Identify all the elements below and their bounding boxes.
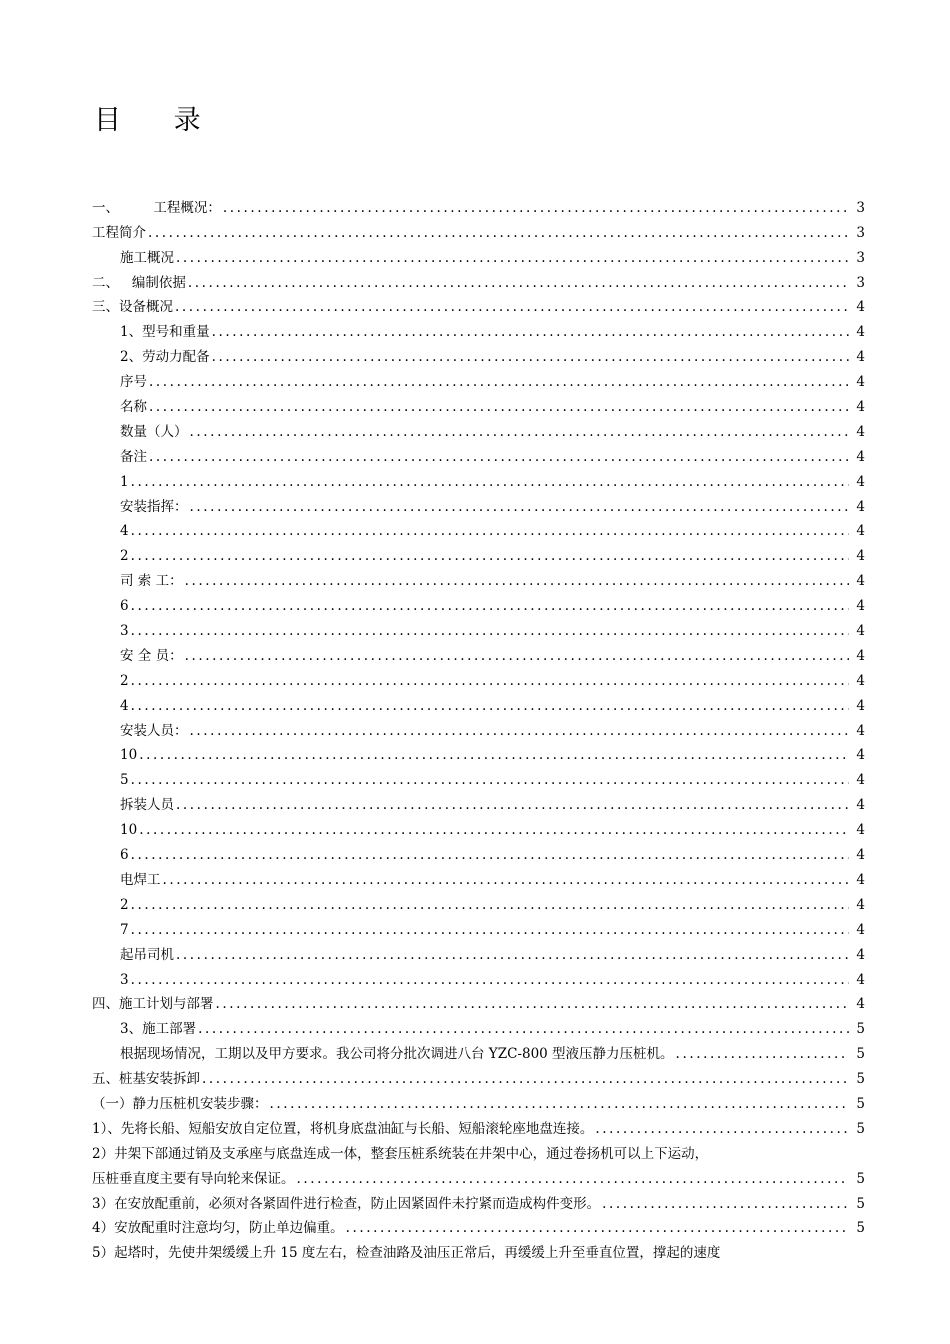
toc-leader-dots (129, 673, 849, 690)
toc-leader-dots (147, 399, 849, 416)
toc-entry-page: 4 (856, 847, 865, 864)
toc-leader-dots (214, 996, 850, 1013)
toc-entry-page: 5 (856, 1046, 865, 1063)
toc-entry-label: 10 (120, 822, 138, 839)
toc-entry-label: 工程简介 (92, 224, 146, 241)
toc-entry-page: 4 (856, 423, 865, 440)
toc-leader-dots (196, 1021, 849, 1038)
toc-entry-page: 4 (856, 399, 865, 416)
toc-entry-label: 3 (120, 623, 129, 640)
toc-entry[interactable] (92, 242, 865, 267)
toc-entry-page: 4 (856, 747, 865, 764)
toc-entry-page: 5 (856, 1021, 865, 1038)
toc-leader-dots (295, 1171, 850, 1188)
toc-entry-label: 1 (120, 473, 129, 490)
toc-entry[interactable] (92, 316, 865, 341)
toc-entry-page: 4 (856, 672, 865, 689)
toc-entry[interactable] (92, 615, 865, 640)
toc-leader-dots (137, 822, 849, 839)
toc-entry[interactable] (92, 1113, 865, 1138)
toc-entry-label: 安装人员： (120, 722, 188, 739)
toc-entry[interactable] (92, 292, 865, 317)
toc-entry[interactable] (92, 864, 865, 889)
toc-entry-label: 4）安放配重时注意均匀，防止单边偏重。 (92, 1220, 344, 1237)
toc-entry-label: 2 (120, 896, 129, 913)
toc-entry-page: 4 (856, 523, 865, 540)
toc-leader-dots (188, 723, 850, 740)
toc-leader-dots (173, 299, 849, 316)
toc-leader-dots (147, 449, 849, 466)
toc-entry-page: 4 (856, 946, 865, 963)
toc-entry[interactable] (92, 516, 865, 541)
toc-entry-page: 4 (856, 324, 865, 341)
toc-entry-label: 6 (120, 598, 129, 615)
toc-entry[interactable] (92, 366, 865, 391)
toc-entry-label: 3）在安放配重前，必须对各紧固件进行检查，防止因紧固件未拧紧而造成构件变形。 (92, 1195, 601, 1212)
toc-entry[interactable] (92, 715, 865, 740)
toc-entry-page: 4 (856, 797, 865, 814)
toc-entry[interactable] (92, 1088, 865, 1113)
toc-entry-page: 5 (856, 1095, 865, 1112)
toc-leader-dots (129, 623, 849, 640)
toc-entry[interactable] (92, 540, 865, 565)
toc-entry[interactable] (92, 1138, 865, 1163)
toc-entry-label: 3、施工部署 (120, 1021, 197, 1038)
toc-leader-dots (161, 872, 850, 889)
toc-entry[interactable] (92, 192, 865, 217)
toc-entry-page: 4 (856, 623, 865, 640)
toc-entry-page: 4 (856, 697, 865, 714)
toc-entry-page: 4 (856, 971, 865, 988)
toc-entry-label: 一、 工程概况： (92, 199, 221, 216)
toc-entry[interactable] (92, 989, 865, 1014)
toc-leader-dots (186, 275, 849, 292)
toc-entry[interactable] (92, 590, 865, 615)
toc-entry-page: 3 (856, 224, 865, 241)
toc-entry[interactable] (92, 217, 865, 242)
toc-entry-page: 5 (856, 1195, 865, 1212)
toc-leader-dots (129, 922, 849, 939)
toc-entry-label: 数量（人） (120, 423, 188, 440)
toc-entry-label: 4 (120, 523, 129, 540)
toc-entry[interactable] (92, 1213, 865, 1238)
toc-entry-page: 3 (856, 274, 865, 291)
toc-entry-page: 4 (856, 921, 865, 938)
toc-leader-dots (129, 598, 849, 615)
toc-leader-dots (674, 1046, 849, 1063)
toc-entry-label: 2 (120, 672, 129, 689)
toc-entry-label: 起吊司机 (120, 946, 174, 963)
toc-entry-page: 5 (856, 1071, 865, 1088)
toc-entry[interactable] (92, 690, 865, 715)
toc-entry-label: 电焊工 (120, 871, 161, 888)
toc-entry-label: 拆装人员 (120, 797, 174, 814)
toc-leader-dots (129, 847, 849, 864)
toc-leader-dots (129, 972, 849, 989)
toc-entry-label: 6 (120, 847, 129, 864)
toc-entry-page: 4 (856, 349, 865, 366)
toc-entry-label: 司 索 工： (120, 573, 183, 590)
toc-entry-label: 2、劳动力配备 (120, 349, 210, 366)
toc-entry-page: 5 (856, 1120, 865, 1137)
toc-entry-page: 4 (856, 871, 865, 888)
toc-entry[interactable] (92, 839, 865, 864)
toc-entry-page: 4 (856, 299, 865, 316)
toc-leader-dots (221, 200, 849, 217)
toc-entry-label: 名称 (120, 399, 147, 416)
toc-entry[interactable] (92, 939, 865, 964)
toc-leader-dots (129, 698, 849, 715)
toc-entry-label: 根据现场情况，工期以及甲方要求。我公司将分批次调进八台 YZC-800 型液压静力压桩机。 (120, 1046, 674, 1063)
toc-leader-dots (210, 349, 849, 366)
toc-leader-dots (183, 648, 849, 665)
toc-entry-page: 4 (856, 772, 865, 789)
toc-leader-dots (174, 797, 849, 814)
toc-entry[interactable] (92, 964, 865, 989)
toc-entry[interactable] (92, 341, 865, 366)
toc-leader-dots (147, 374, 849, 391)
toc-entry-label: 1、型号和重量 (120, 324, 210, 341)
toc-leader-dots (188, 424, 850, 441)
toc-entry-page: 4 (856, 473, 865, 490)
toc-entry-page: 3 (856, 199, 865, 216)
toc-entry[interactable] (92, 1237, 865, 1262)
toc-entry-page: 4 (856, 498, 865, 515)
toc-entry-page: 4 (856, 996, 865, 1013)
toc-entry[interactable] (92, 391, 865, 416)
toc-entry-label: 施工概况 (120, 249, 174, 266)
toc-entry-page: 4 (856, 573, 865, 590)
toc-leader-dots (137, 747, 849, 764)
toc-leader-dots (210, 324, 849, 341)
toc-entry[interactable] (92, 1038, 865, 1063)
toc-entry-page: 4 (856, 448, 865, 465)
toc-entry[interactable] (92, 565, 865, 590)
toc-entry-page: 4 (856, 822, 865, 839)
toc-entry-label: 五、桩基安装拆卸 (92, 1071, 200, 1088)
toc-leader-dots (600, 1196, 849, 1213)
toc-entry[interactable] (92, 740, 865, 765)
toc-entry-label: 2）井架下部通过销及支承座与底盘连成一体，整套压桩系统装在井架中心，通过卷扬机可以上下运动， (92, 1145, 709, 1162)
toc-entry[interactable] (92, 466, 865, 491)
toc-leader-dots (174, 250, 849, 267)
toc-entry-page: 4 (856, 374, 865, 391)
toc-leader-dots (129, 772, 849, 789)
toc-entry-label: 2 (120, 548, 129, 565)
toc-entry[interactable] (92, 1063, 865, 1088)
toc-leader-dots (146, 225, 849, 242)
toc-entry[interactable] (92, 491, 865, 516)
toc-entry-label: 7 (120, 921, 129, 938)
toc-entry-label: 三、设备概况 (92, 299, 173, 316)
toc-entry-page: 4 (856, 896, 865, 913)
toc-leader-dots (593, 1121, 849, 1138)
toc-entry-label: 1）、先将长船、短船安放自定位置，将机身底盘油缸与长船、短船滚轮座地盘连接。 (92, 1120, 594, 1137)
toc-entry-label: 四、施工计划与部署 (92, 996, 214, 1013)
toc-entry-page: 3 (856, 249, 865, 266)
toc-entry-page: 4 (856, 722, 865, 739)
toc-entry-label: 序号 (120, 374, 147, 391)
toc-entry[interactable] (92, 665, 865, 690)
toc-entry[interactable] (92, 416, 865, 441)
toc-entry-label: 4 (120, 697, 129, 714)
toc-entry[interactable] (92, 441, 865, 466)
toc-entry[interactable] (92, 640, 865, 665)
toc-entry-label: 10 (120, 747, 138, 764)
toc-leader-dots (188, 499, 850, 516)
toc-entry-page: 5 (856, 1220, 865, 1237)
toc-leader-dots (268, 1096, 850, 1113)
toc-entry-label: 压桩垂直度主要有导向轮来保证。 (92, 1170, 295, 1187)
toc-leader-dots (183, 573, 849, 590)
toc-entry[interactable] (92, 889, 865, 914)
toc-entry-page: 4 (856, 548, 865, 565)
table-of-contents (92, 192, 865, 1262)
toc-leader-dots (129, 523, 849, 540)
toc-entry-label: 安装指挥： (120, 498, 188, 515)
toc-entry-label: （一）静力压桩机安装步骤： (92, 1095, 268, 1112)
toc-entry[interactable] (92, 764, 865, 789)
toc-entry[interactable] (92, 914, 865, 939)
toc-entry-label: 安 全 员： (120, 647, 183, 664)
toc-entry[interactable] (92, 1188, 865, 1213)
toc-leader-dots (129, 548, 849, 565)
toc-leader-dots (129, 474, 849, 491)
toc-entry-label: 5）起塔时，先使井架缓缓上升 15 度左右，检查油路及油压正常后，再缓缓上升至垂直位置，撑起的速度 (92, 1245, 721, 1262)
toc-entry-label: 备注 (120, 448, 147, 465)
toc-entry[interactable] (92, 814, 865, 839)
toc-entry-label: 二、 编制依据 (92, 274, 186, 291)
toc-entry-page: 4 (856, 647, 865, 664)
toc-leader-dots (200, 1071, 849, 1088)
toc-entry-page: 5 (856, 1170, 865, 1187)
toc-entry[interactable] (92, 1163, 865, 1188)
page-title: 目 录 (94, 105, 223, 136)
toc-leader-dots (129, 897, 849, 914)
toc-entry[interactable] (92, 789, 865, 814)
toc-entry[interactable] (92, 1013, 865, 1038)
toc-entry[interactable] (92, 267, 865, 292)
toc-leader-dots (174, 947, 849, 964)
toc-entry-label: 3 (120, 971, 129, 988)
toc-entry-page: 4 (856, 598, 865, 615)
toc-entry-label: 5 (120, 772, 129, 789)
toc-leader-dots (344, 1220, 849, 1237)
